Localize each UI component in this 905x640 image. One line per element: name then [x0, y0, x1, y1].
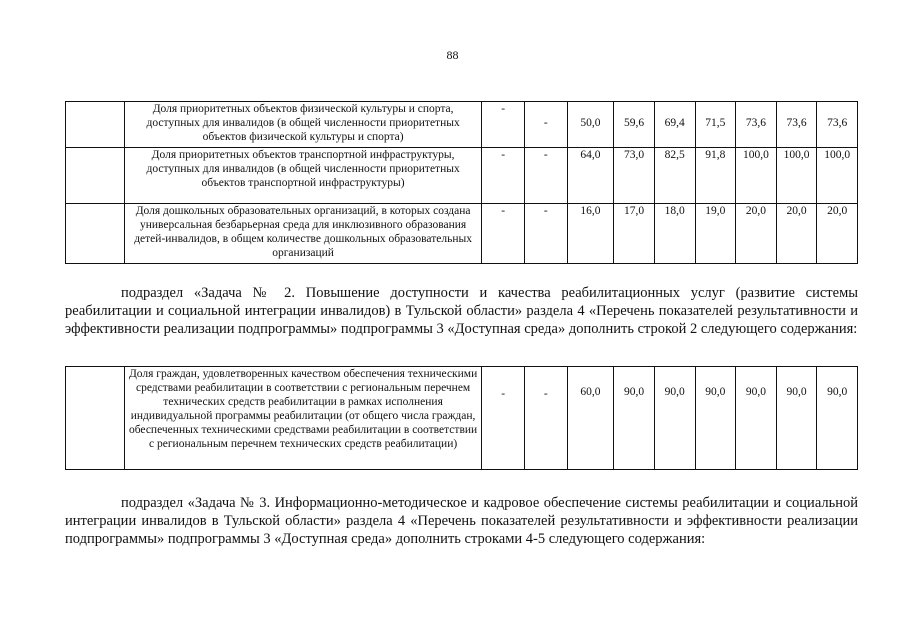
value-cell: 73,6 [776, 102, 817, 148]
value-cell: 90,0 [776, 367, 817, 470]
value-cell: 73,6 [736, 102, 777, 148]
table-row [66, 367, 858, 470]
value-cell: 90,0 [614, 367, 655, 470]
value-cell: 69,4 [654, 102, 695, 148]
value-cell: 17,0 [614, 204, 655, 264]
value-cell: 90,0 [736, 367, 777, 470]
value-cell: 18,0 [654, 204, 695, 264]
value-cell: 100,0 [736, 148, 777, 204]
dash-cell: - [524, 102, 567, 148]
row-number-cell [66, 102, 125, 148]
indicator-name-cell: Доля дошкольных образовательных организаций, в которых создана универсальная безбарьерная среда для инклюзивного образования детей-инвалидов, в общем количестве дошкольных образовательных организаций [124, 204, 481, 264]
subsection-paragraph-task-3: подраздел «Задача № 3. Информационно-методическое и кадровое обеспечение системы реабилитации и социальной интеграции инвалидов в Тульской области» раздела 4 «Перечень показателей результативности и эффективности реализации подпрограммы» подпрограммы 3 «Доступная среда» дополнить строками 4-5 следующего содержания: [65, 495, 858, 547]
value-cell: 82,5 [654, 148, 695, 204]
value-cell: 20,0 [776, 204, 817, 264]
indicators-table-1 [65, 101, 858, 264]
table-row [66, 204, 858, 264]
value-cell: 90,0 [695, 367, 736, 470]
value-cell: 90,0 [654, 367, 695, 470]
dash-cell: - [524, 148, 567, 204]
value-cell: 71,5 [695, 102, 736, 148]
value-cell: 16,0 [567, 204, 614, 264]
value-cell: 73,6 [817, 102, 858, 148]
dash-cell: - [482, 204, 525, 264]
value-cell: 60,0 [567, 367, 614, 470]
indicator-name-cell: Доля приоритетных объектов транспортной инфраструктуры, доступных для инвалидов (в общей численности приоритетных объектов транспортной инфраструктуры) [124, 148, 481, 204]
dash-cell: - [524, 204, 567, 264]
page-number: 88 [446, 48, 459, 62]
value-cell: 20,0 [817, 204, 858, 264]
dash-cell: - [524, 367, 567, 470]
table-row [66, 148, 858, 204]
value-cell: 59,6 [614, 102, 655, 148]
row-number-cell [66, 367, 125, 470]
indicator-name-cell: Доля граждан, удовлетворенных качеством обеспечения техническими средствами реабилитации в соответствии с региональным перечнем технических средств реабилитации в рамках исполнения индивидуальной программы реабилитации (от общего числа граждан, обеспеченных техническими средствами реабилитации в соответствии с региональным перечнем технических средств реабилитации) [124, 367, 481, 470]
value-cell: 73,0 [614, 148, 655, 204]
row-number-cell [66, 148, 125, 204]
dash-cell: - [482, 367, 525, 470]
value-cell: 20,0 [736, 204, 777, 264]
value-cell: 100,0 [776, 148, 817, 204]
value-cell: 64,0 [567, 148, 614, 204]
dash-cell: - [482, 102, 525, 148]
row-number-cell [66, 204, 125, 264]
value-cell: 91,8 [695, 148, 736, 204]
indicator-name-cell: Доля приоритетных объектов физической культуры и спорта, доступных для инвалидов (в общей численности приоритетных объектов физической культуры и спорта) [124, 102, 481, 148]
subsection-paragraph-task-2: подраздел «Задача № 2. Повышение доступности и качества реабилитационных услуг (развитие системы реабилитации и социальной интеграции инвалидов) в Тульской области» раздела 4 «Перечень показателей результативности и эффективности реализации подпрограммы» подпрограммы 3 «Доступная среда» дополнить строкой 2 следующего содержания: [65, 285, 858, 337]
value-cell: 50,0 [567, 102, 614, 148]
indicators-table-2 [65, 366, 858, 470]
value-cell: 90,0 [817, 367, 858, 470]
dash-cell: - [482, 148, 525, 204]
value-cell: 100,0 [817, 148, 858, 204]
value-cell: 19,0 [695, 204, 736, 264]
table-row [66, 102, 858, 148]
